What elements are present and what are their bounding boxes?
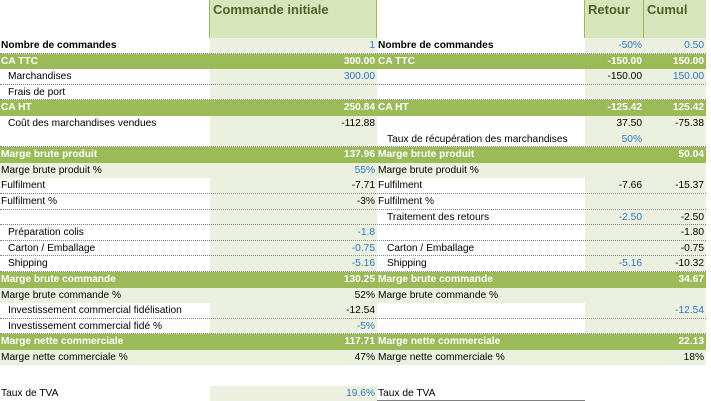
row-label-2[interactable]: Marge nette commerciale	[377, 334, 585, 350]
cell-retour[interactable]	[585, 288, 644, 304]
cell-cumul[interactable]: 150.00	[644, 54, 706, 70]
table-row	[0, 178, 706, 194]
tva-label[interactable]: Taux de TVA	[1, 388, 59, 399]
cell-cumul[interactable]	[644, 163, 706, 179]
table-row	[0, 116, 706, 132]
row-label[interactable]	[0, 210, 210, 225]
cell-retour[interactable]	[585, 85, 644, 100]
cell-retour[interactable]	[585, 147, 644, 163]
row-label-2[interactable]: CA HT	[377, 100, 585, 116]
cell-initial[interactable]: 52%	[210, 288, 377, 304]
cell-retour[interactable]: -150.00	[585, 54, 644, 70]
cell-initial[interactable]: 300.00	[210, 54, 377, 70]
row-label[interactable]: Fulfilment %	[1, 195, 58, 207]
row-label-2[interactable]: Nombre de commandes	[378, 40, 494, 51]
table-row	[0, 163, 706, 179]
cell-cumul[interactable]: -1.80	[644, 225, 706, 240]
cell-initial[interactable]	[210, 210, 377, 225]
cell-cumul[interactable]: 18%	[644, 350, 706, 366]
row-label-2[interactable]: Traitement des retours	[387, 211, 490, 223]
row-label-2[interactable]: Marge nette commerciale %	[377, 350, 585, 366]
row-label-2[interactable]: Marge brute commande	[377, 272, 585, 288]
cell-retour[interactable]: -125.42	[585, 100, 644, 116]
row-label-2[interactable]: Marge brute produit	[377, 147, 585, 163]
row-label-2[interactable]	[377, 85, 585, 100]
row-label-2[interactable]	[377, 303, 585, 318]
cell-cumul[interactable]: 22.13	[644, 334, 706, 350]
cell-cumul[interactable]: 150.00	[644, 69, 706, 84]
cell-retour[interactable]: -7.66	[585, 178, 644, 193]
cell-cumul[interactable]: -12.54	[644, 303, 706, 318]
cell-initial[interactable]: -1.8	[210, 225, 377, 240]
cell-retour[interactable]	[585, 194, 644, 209]
cell-retour[interactable]	[585, 163, 644, 179]
cell-retour[interactable]	[585, 303, 644, 318]
cell-retour[interactable]	[585, 319, 644, 334]
row-label-2[interactable]: CA TTC	[377, 54, 585, 70]
cell-cumul[interactable]: -75.38	[644, 116, 706, 132]
row-label-2[interactable]: Taux de récupération des marchandises	[387, 133, 568, 145]
row-label[interactable]: Marge brute produit %	[0, 163, 210, 179]
table-row	[0, 303, 706, 319]
cell-cumul[interactable]: -10.32	[644, 256, 706, 271]
cell-retour[interactable]	[585, 272, 644, 288]
cell-retour[interactable]: 37.50	[585, 116, 644, 132]
cell-initial[interactable]: 55%	[210, 163, 377, 179]
row-label-2[interactable]: Marge brute produit %	[377, 163, 585, 179]
row-label-2[interactable]: Carton / Emballage	[387, 242, 475, 254]
cell-retour[interactable]: -150.00	[585, 69, 644, 84]
row-label[interactable]: Carton / Emballage	[8, 242, 96, 254]
table-row	[0, 288, 706, 304]
cell-initial[interactable]: 47%	[210, 350, 377, 366]
row-label[interactable]: CA HT	[0, 100, 210, 116]
cell-retour[interactable]	[585, 350, 644, 366]
cell-cumul[interactable]: 0.50	[644, 38, 706, 53]
row-label-2[interactable]	[377, 319, 585, 334]
table-row	[0, 100, 706, 116]
cell-cumul[interactable]	[644, 85, 706, 100]
row-label[interactable]: Investissement commercial fidélisation	[8, 305, 182, 317]
cell-cumul[interactable]: 125.42	[644, 100, 706, 116]
cell-cumul[interactable]: -2.50	[644, 210, 706, 225]
header-retour[interactable]: Retour	[585, 0, 644, 38]
row-label[interactable]: Fulfilment	[1, 180, 46, 192]
header-row	[0, 0, 706, 38]
row-label[interactable]: Préparation colis	[8, 227, 84, 239]
row-label[interactable]: Shipping	[8, 258, 48, 270]
row-label[interactable]: Frais de port	[8, 86, 66, 98]
cell-initial[interactable]: 130.25	[210, 272, 377, 288]
cell-initial[interactable]: -0.75	[210, 241, 377, 256]
table-row	[0, 334, 706, 350]
cell-initial[interactable]	[210, 132, 377, 147]
table-row	[0, 225, 706, 241]
row-label[interactable]: Marge brute commande %	[0, 288, 210, 304]
cell-retour[interactable]: -50%	[585, 38, 644, 53]
table-row	[0, 241, 706, 257]
cell-retour[interactable]	[585, 334, 644, 350]
table-row	[0, 54, 706, 70]
row-label-2[interactable]	[377, 225, 585, 240]
cell-initial[interactable]: -12.54	[210, 303, 377, 318]
cell-initial[interactable]: 117.71	[210, 334, 377, 350]
cell-initial[interactable]: -5%	[210, 319, 377, 334]
table-row	[0, 85, 706, 101]
row-label[interactable]: Marge brute commande	[0, 272, 210, 288]
cell-cumul[interactable]	[644, 194, 706, 209]
cell-initial[interactable]: 137.96	[210, 147, 377, 163]
header-commande-initiale[interactable]: Commande initiale	[210, 0, 377, 38]
table-row	[0, 194, 706, 210]
cell-cumul[interactable]	[644, 319, 706, 334]
row-label[interactable]: Investissement commercial fidé %	[8, 320, 162, 332]
table-row	[0, 132, 706, 148]
row-label-2[interactable]	[377, 69, 585, 84]
cell-initial[interactable]: 300.00	[210, 69, 377, 84]
cell-cumul[interactable]: 34.67	[644, 272, 706, 288]
cell-initial[interactable]: -7.71	[210, 178, 377, 193]
tva-value[interactable]: 19.6%	[210, 386, 377, 401]
row-label[interactable]: Nombre de commandes	[1, 40, 117, 51]
cell-retour[interactable]: 50%	[585, 132, 644, 147]
table-row	[0, 210, 706, 226]
table-row	[0, 319, 706, 335]
table-row	[0, 256, 706, 272]
cell-retour[interactable]: -5.16	[585, 256, 644, 271]
cell-retour[interactable]: -2.50	[585, 210, 644, 225]
row-label[interactable]: Coût des marchandises vendues	[8, 117, 157, 129]
cell-retour[interactable]	[585, 225, 644, 240]
table-row	[0, 272, 706, 288]
cell-cumul[interactable]: 50.04	[644, 147, 706, 163]
cell-initial[interactable]: -112.88	[210, 116, 377, 132]
header-blank-2[interactable]	[377, 0, 585, 38]
table-row	[0, 69, 706, 85]
table-row	[0, 38, 706, 54]
table-row	[0, 147, 706, 163]
row-label-2[interactable]	[377, 116, 585, 132]
cell-cumul[interactable]	[644, 132, 706, 147]
cell-retour[interactable]	[585, 241, 644, 256]
row-label-2[interactable]: Marge brute commande %	[377, 288, 585, 304]
table-row	[0, 350, 706, 366]
row-label[interactable]: Marchandises	[8, 71, 72, 83]
cell-initial[interactable]: 1	[210, 38, 377, 53]
row-label[interactable]: Marge brute produit	[0, 147, 210, 163]
row-label-2[interactable]: Shipping	[387, 258, 427, 270]
row-label[interactable]	[0, 132, 210, 147]
row-label-2[interactable]: Fulfilment	[378, 180, 423, 192]
tva-label-2[interactable]: Taux de TVA	[377, 386, 585, 401]
cell-initial[interactable]: 250.84	[210, 100, 377, 116]
row-label-2[interactable]: Fulfilment %	[378, 195, 435, 207]
cell-initial[interactable]: -5.16	[210, 256, 377, 271]
cell-initial[interactable]	[210, 85, 377, 100]
tva-row	[0, 386, 711, 401]
row-label[interactable]: Marge nette commerciale %	[0, 350, 210, 366]
row-label[interactable]: CA TTC	[0, 54, 210, 70]
cell-initial[interactable]: -3%	[210, 194, 377, 209]
cell-cumul[interactable]: -15.37	[644, 178, 706, 193]
cell-cumul[interactable]	[644, 288, 706, 304]
header-cumul[interactable]: Cumul	[644, 0, 706, 38]
row-label[interactable]: Marge nette commerciale	[0, 334, 210, 350]
cell-cumul[interactable]: -0.75	[644, 241, 706, 256]
header-blank-1[interactable]	[0, 0, 210, 38]
